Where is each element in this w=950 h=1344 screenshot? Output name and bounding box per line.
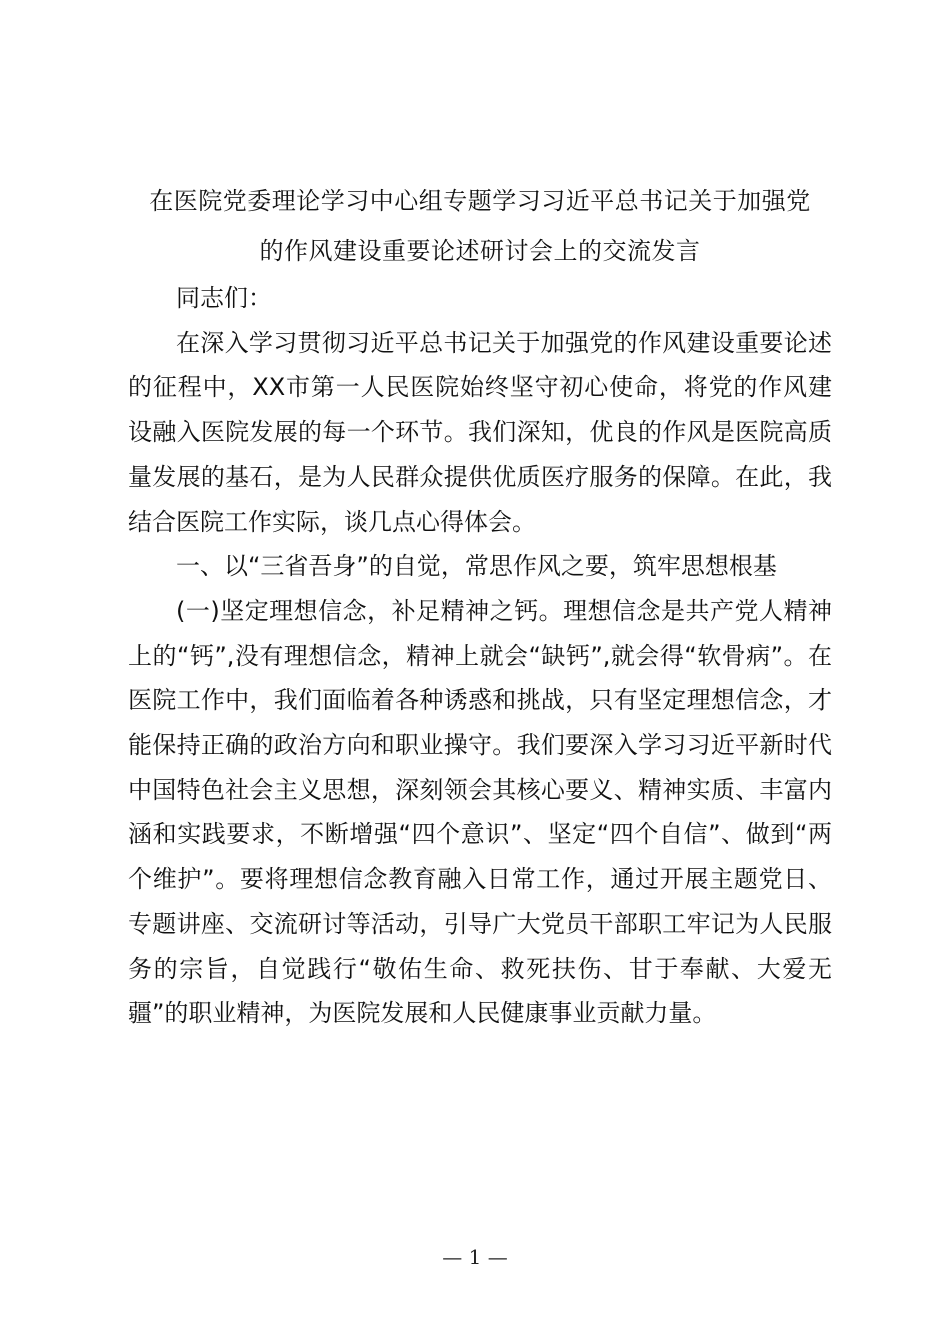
salutation: 同志们： [176, 284, 272, 312]
document-title-line-2: 的作风建设重要论述研讨会上的交流发言 [259, 237, 701, 265]
page-number: — 1 — [442, 1245, 508, 1269]
paragraph-intro: 在深入学习贯彻习近平总书记关于加强党的作风建设重要论述的征程中，XX市第一人民医院始终坚守初心使命，将党的作风建设融入医院发展的每一个环节。我们深知，优良的作风是医院高质量发展的基石，是为人民群众提供优质医疗服务的保障。在此，我结合医院工作实际，谈几点心得体会。 [128, 328, 832, 536]
paragraph-subsection-1: (一)坚定理想信念，补足精神之钙。理想信念是共产党人精神上的“钙”,没有理想信念，精神上就会“缺钙”,就会得“软骨病”。在医院工作中，我们面临着各种诱惑和挑战，只有坚定理想信念，才能保持正确的政治方向和职业操守。我们要深入学习习近平新时代中国特色社会主义思想，深刻领会其核心要义、精神实质、丰富内涵和实践要求，不断增强“四个意识”、坚定“四个自信”、做到“两个维护”。要将理想信念教育融入日常工作，通过开展主题党日、专题讲座、交流研讨等活动，引导广大党员干部职工牢记为人民服务的宗旨，自觉践行“敬佑生命、救死扶伤、甘于奉献、大爱无疆”的职业精神，为医院发展和人民健康事业贡献力量。 [128, 596, 832, 1028]
document-body [128, 276, 832, 1036]
section-heading-1: 一、以“三省吾身”的自觉，常思作风之要，筑牢思想根基 [176, 552, 777, 581]
document-title-line-1: 在医院党委理论学习中心组专题学习习近平总书记关于加强党 [149, 187, 811, 215]
